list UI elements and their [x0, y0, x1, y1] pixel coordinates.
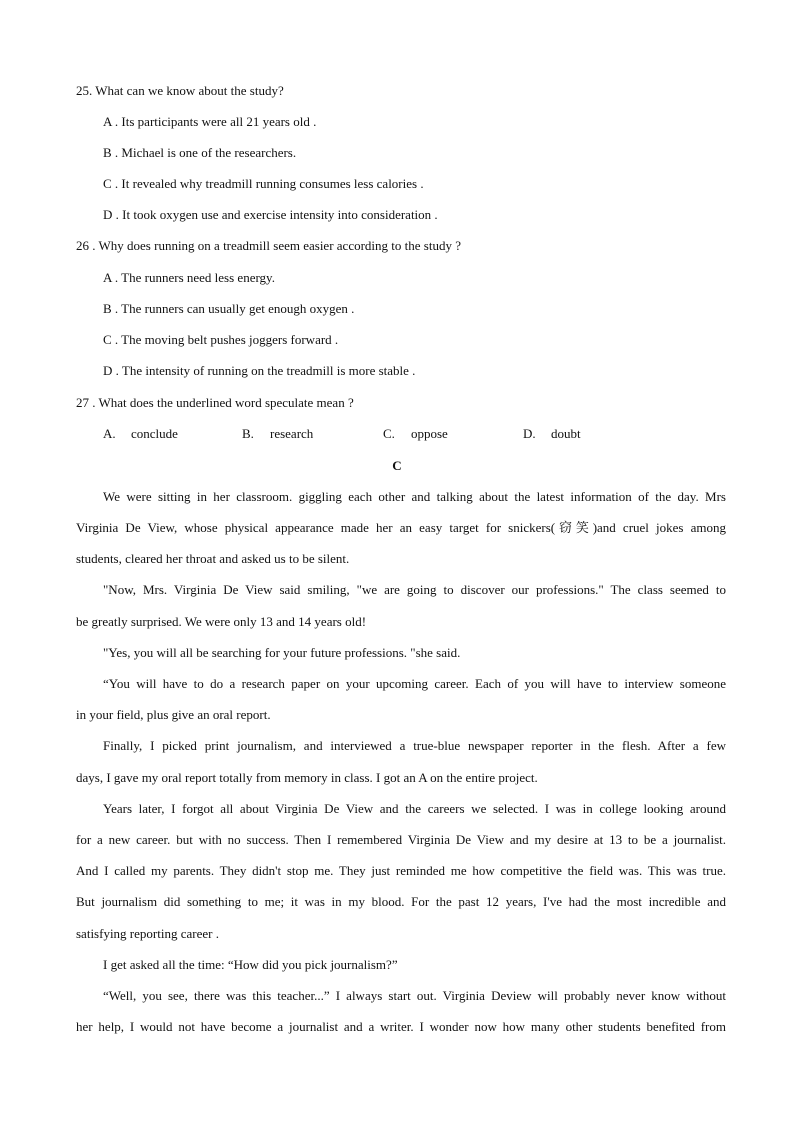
- question-25-option-b: B . Michael is one of the researchers.: [103, 145, 297, 160]
- passage-line: And I called my parents. They didn't stop me. They just reminded me how competitive the field was. This was true.: [76, 863, 726, 878]
- question-26-option-a: A . The runners need less energy.: [103, 270, 275, 285]
- passage-line: in your field, plus give an oral report.: [76, 707, 271, 722]
- option-letter: B.: [242, 426, 254, 441]
- question-25-option-d: D . It took oxygen use and exercise intensity into consideration .: [103, 207, 438, 222]
- question-27-option-b: [242, 426, 313, 442]
- passage-line: be greatly surprised. We were only 13 and 14 years old!: [76, 614, 367, 629]
- option-text: oppose: [411, 426, 448, 441]
- question-25-stem: 25. What can we know about the study?: [76, 83, 284, 98]
- question-27-options: [103, 426, 726, 442]
- question-26-option-b: B . The runners can usually get enough oxygen .: [103, 301, 355, 316]
- option-letter: A.: [103, 426, 116, 441]
- passage-line: “You will have to do a research paper on your upcoming career. Each of you will have to interview someone: [103, 676, 726, 691]
- passage-line: her help, I would not have become a journalist and a writer. I wonder now how many other students benefited from: [76, 1019, 726, 1034]
- option-text: conclude: [131, 426, 178, 441]
- option-letter: D.: [523, 426, 536, 441]
- question-26-option-d: D . The intensity of running on the treadmill is more stable .: [103, 363, 416, 378]
- passage-line: for a new career. but with no success. Then I remembered Virginia De View and my desire at 13 to be a journalist.: [76, 832, 726, 847]
- passage-line: I get asked all the time: “How did you pick journalism?”: [103, 957, 398, 972]
- question-27-option-d: [523, 426, 581, 442]
- question-27-stem: 27 . What does the underlined word speculate mean ?: [76, 395, 354, 410]
- question-27-option-a: [103, 426, 178, 442]
- passage-line: But journalism did something to me; it was in my blood. For the past 12 years, I've had the most incredible and: [76, 894, 726, 909]
- passage-line: "Yes, you will all be searching for your future professions. "she said.: [103, 645, 461, 660]
- option-letter: C.: [383, 426, 395, 441]
- passage-line: “Well, you see, there was this teacher...” I always start out. Virginia Deview will probably never know without: [103, 988, 726, 1003]
- question-25-option-c: C . It revealed why treadmill running consumes less calories .: [103, 176, 424, 191]
- passage-line: We were sitting in her classroom. giggling each other and talking about the latest information of the day. Mrs: [103, 489, 726, 504]
- option-text: research: [270, 426, 314, 441]
- question-25-option-a: A . Its participants were all 21 years old .: [103, 114, 317, 129]
- passage-line: satisfying reporting career .: [76, 926, 219, 941]
- passage-line: Finally, I picked print journalism, and interviewed a true-blue newspaper reporter in the flesh. After a few: [103, 738, 726, 753]
- question-26-option-c: C . The moving belt pushes joggers forward .: [103, 332, 339, 347]
- section-heading: C: [392, 458, 402, 473]
- passage-line: days, I gave my oral report totally from memory in class. I got an A on the entire project.: [76, 770, 538, 785]
- passage-line: Years later, I forgot all about Virginia De View and the careers we selected. I was in college looking around: [103, 801, 726, 816]
- question-26-stem: 26 . Why does running on a treadmill seem easier according to the study ?: [76, 238, 461, 253]
- passage-line: "Now, Mrs. Virginia De View said smiling, "we are going to discover our professions." The class seemed to: [103, 582, 726, 597]
- passage-line: Virginia De View, whose physical appearance made her an easy target for snickers(窃笑)and cruel jokes among: [76, 520, 726, 535]
- option-text: doubt: [551, 426, 581, 441]
- passage-line: students, cleared her throat and asked us to be silent.: [76, 551, 350, 566]
- question-27-option-c: [383, 426, 448, 442]
